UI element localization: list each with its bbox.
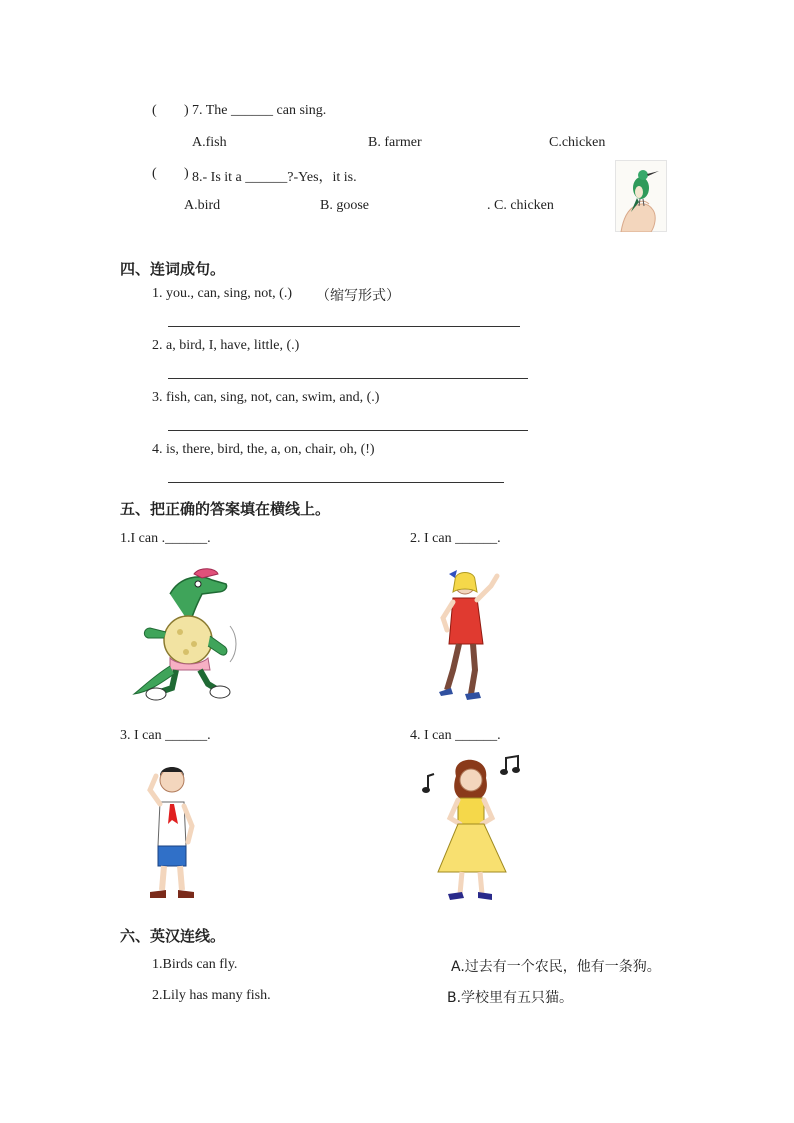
crocodile-walking-picture [130,566,245,706]
answer-line [168,326,520,327]
q7-option-b: B. farmer [368,135,422,150]
q8-option-b: B. goose [320,198,369,213]
bird-on-hand-picture [615,160,667,232]
s6-left-item-1: 1.Birds can fly. [152,957,238,972]
section-5-title: 五、把正确的答案填在横线上。 [120,500,331,518]
s4-item-1-text: 1. you., can, sing, not, (.) [152,286,292,301]
q8-option-c: . C. chicken [487,198,554,213]
s6-left-item-2: 2.Lily has many fish. [152,988,271,1003]
answer-line [168,430,528,431]
s5-item-1: 1.I can .______. [120,531,211,546]
answer-paren-close-8: ) [184,166,189,181]
answer-line [168,482,504,483]
q7-option-a: A.fish [192,135,227,150]
s4-item-4-text: 4. is, there, bird, the, a, on, chair, oh, (!) [152,442,375,457]
q7-option-c: C.chicken [549,135,606,150]
s4-item-2-text: 2. a, bird, I, have, little, (.) [152,338,300,353]
answer-paren-open-7: ( [152,103,157,118]
girl-singing-picture [420,754,530,909]
question-8-text: 8.- Is it a ______?-Yes，it is. [192,170,357,185]
answer-paren-open-8: ( [152,166,157,181]
q8-option-a: A.bird [184,198,221,213]
s6-right-item-b: B.学校里有五只猫。 [447,990,574,1006]
question-7-text: 7. The ______ can sing. [192,103,327,118]
s5-item-2: 2. I can ______. [410,531,501,546]
section-6-title: 六、英汉连线。 [120,927,226,945]
s5-item-3: 3. I can ______. [120,728,211,743]
s5-item-4: 4. I can ______. [410,728,501,743]
answer-line [168,378,528,379]
answer-paren-close-7: ) [184,103,189,118]
girl-dancing-picture [425,566,520,706]
s4-item-1-note: （缩写形式） [316,288,400,304]
s6-right-item-a: A.过去有一个农民，他有一条狗。 [451,959,661,975]
boy-saluting-picture [138,762,210,907]
s4-item-3-text: 3. fish, can, sing, not, can, swim, and, (.) [152,390,380,405]
section-4-title: 四、连词成句。 [120,260,226,278]
